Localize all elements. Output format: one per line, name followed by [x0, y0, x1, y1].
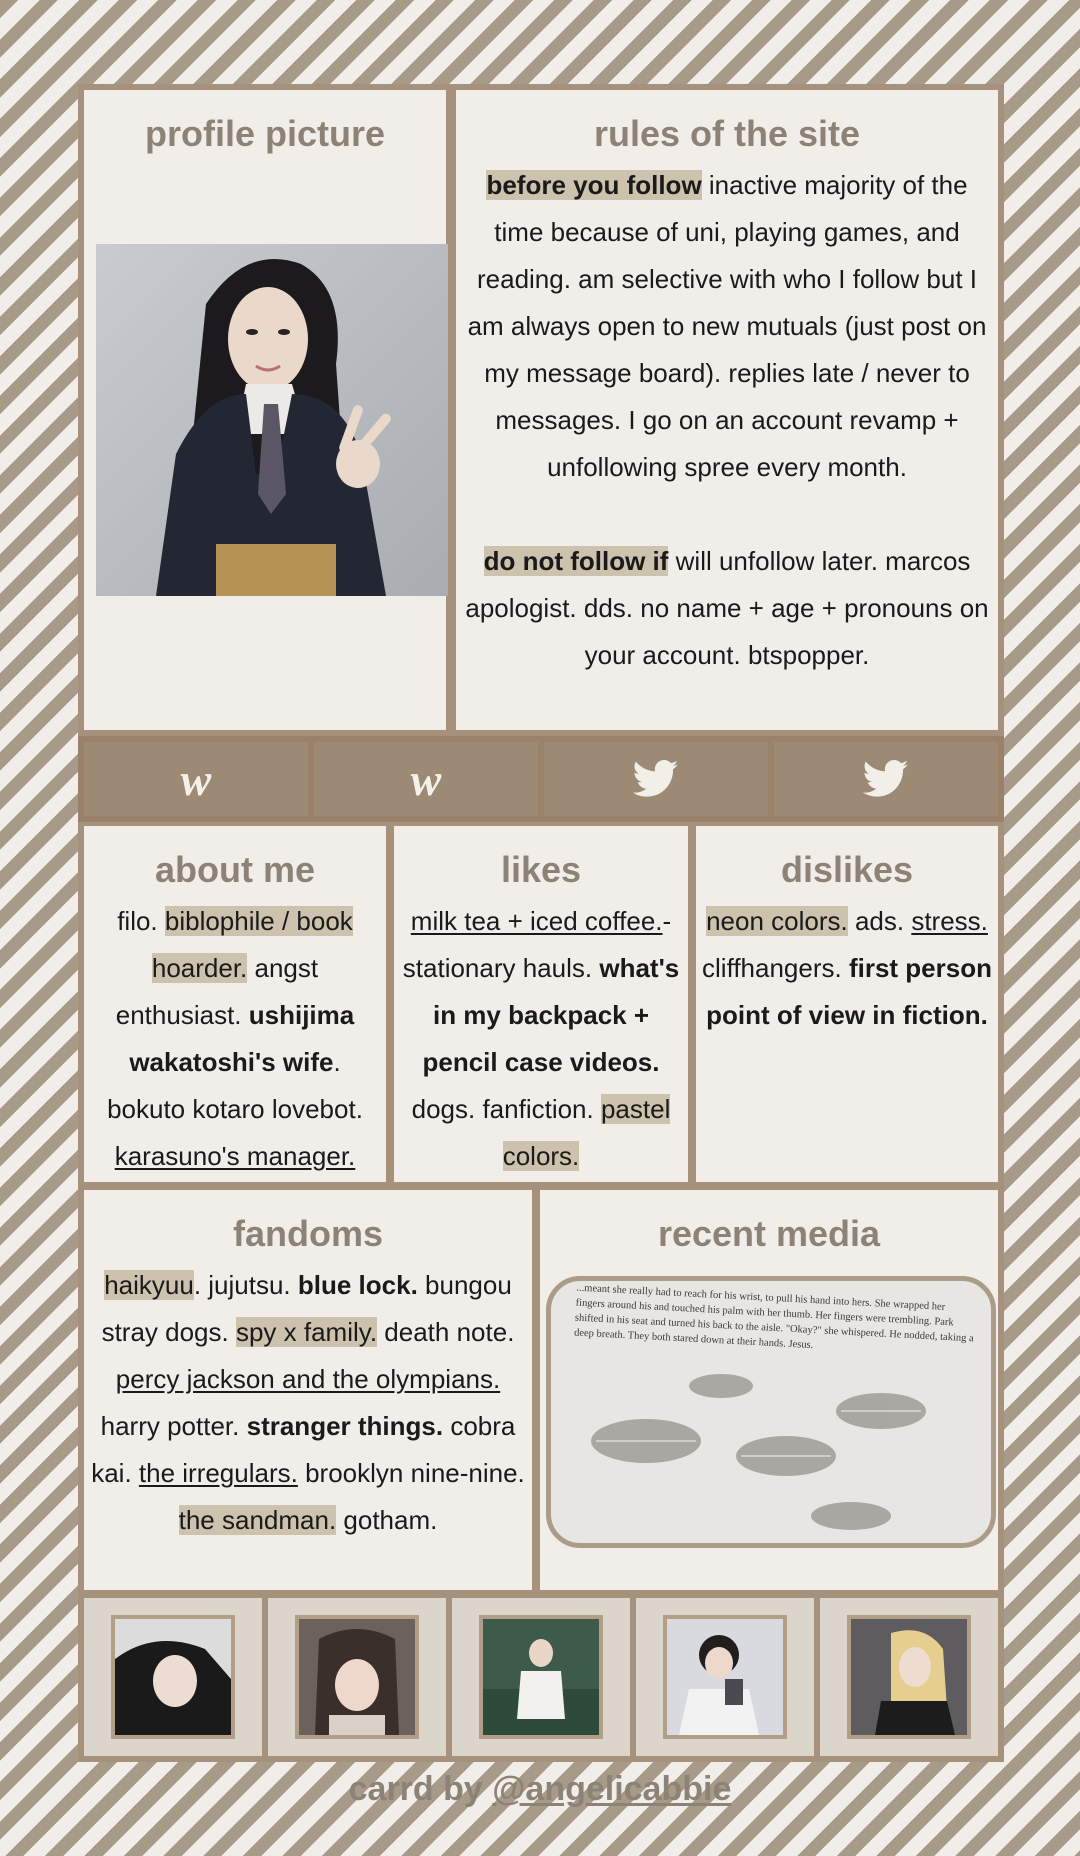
- recent-media-image: [546, 1276, 996, 1548]
- do-not-follow-text: will unfollow later. marcos apologist. dds. no name + age + pronouns on your account. btspopper.: [465, 546, 989, 670]
- fandoms-panel: [84, 1190, 532, 1590]
- do-not-follow-label: do not follow if: [483, 546, 669, 576]
- rules-panel: [456, 90, 998, 730]
- gallery-photo: [851, 1619, 967, 1735]
- about-me-heading: about me: [154, 849, 315, 890]
- before-follow-text: inactive majority of the time because of uni, playing games, and reading. am selective with who I follow but I am always open to new mutuals (just post on my message board). replies late / never to messages. I go on an account revamp + unfollowing spree every month.: [467, 170, 987, 482]
- gallery-item-3[interactable]: [452, 1598, 630, 1756]
- gallery-photo: [667, 1619, 783, 1735]
- gallery-item-5[interactable]: [820, 1598, 998, 1756]
- rules-body: [456, 162, 998, 679]
- profile-photo-illustration: [96, 244, 448, 596]
- about-me-panel: [84, 826, 386, 1182]
- social-links-bar: [78, 736, 1004, 822]
- footer-handle-link[interactable]: @angelicabbie: [492, 1770, 732, 1808]
- likes-heading: likes: [500, 849, 582, 890]
- dislikes-heading: dislikes: [780, 849, 914, 890]
- twitter-link-2[interactable]: [774, 742, 998, 816]
- fandoms-heading: fandoms: [232, 1213, 383, 1254]
- gallery-photo: [299, 1619, 415, 1735]
- profile-photo: [96, 244, 448, 596]
- rules-heading: rules of the site: [593, 113, 861, 154]
- gallery-item-4[interactable]: [636, 1598, 814, 1756]
- photo-gallery: [84, 1598, 998, 1756]
- twitter-icon: [633, 759, 679, 799]
- dislikes-panel: [696, 826, 998, 1182]
- likes-body: milk tea + iced coffee.- stationary hauls. what's in my backpack + pencil case videos. dogs. fanfiction. pastel colors.: [402, 906, 680, 1171]
- footer-credit: carrd by @angelicabbie: [348, 1770, 732, 1808]
- before-follow-label: before you follow: [486, 170, 702, 200]
- gallery-item-1[interactable]: [84, 1598, 262, 1756]
- gallery-photo: [115, 1619, 231, 1735]
- wattpad-link-2[interactable]: [314, 742, 538, 816]
- wattpad-link-1[interactable]: [84, 742, 308, 816]
- wattpad-icon: w: [410, 753, 442, 805]
- likes-panel: [394, 826, 688, 1182]
- book-page-text: ...meant she really had to reach for his wrist, to pull his hand into hers. She wrapped her fingers around his and touched his palm with her thumb. Her fingers were trembling. Park shifted in his seat and turned his back to the aisle. "Okay?" she whispered. He nodded, taking a deep breath. They both stared down at their hands. Jesus.: [573, 1282, 974, 1352]
- gallery-photo: [483, 1619, 599, 1735]
- twitter-link-1[interactable]: [544, 742, 768, 816]
- profile-picture-heading: profile picture: [144, 113, 386, 154]
- about-me-body: filo. biblophile / book hoarder. angst enthusiast. ushijima wakatoshi's wife. bokuto kotaro lovebot. karasuno's manager.: [107, 906, 363, 1171]
- recent-media-panel: [540, 1190, 998, 1590]
- twitter-icon: [863, 759, 909, 799]
- gallery-item-2[interactable]: [268, 1598, 446, 1756]
- lipstick-marks-illustration: [551, 1281, 991, 1543]
- profile-picture-panel: [84, 90, 446, 730]
- fandoms-body: haikyuu. jujutsu. blue lock. bungou stray dogs. spy x family. death note. percy jackson and the olympians. harry potter. stranger things. cobra kai. the irregulars. brooklyn nine-nine. the sandman. gotham.: [91, 1270, 525, 1535]
- profile-card: [78, 84, 1004, 1762]
- dislikes-body: neon colors. ads. stress. cliffhangers. first person point of view in fiction.: [702, 906, 992, 1030]
- wattpad-icon: w: [180, 753, 212, 805]
- recent-media-heading: recent media: [657, 1213, 881, 1254]
